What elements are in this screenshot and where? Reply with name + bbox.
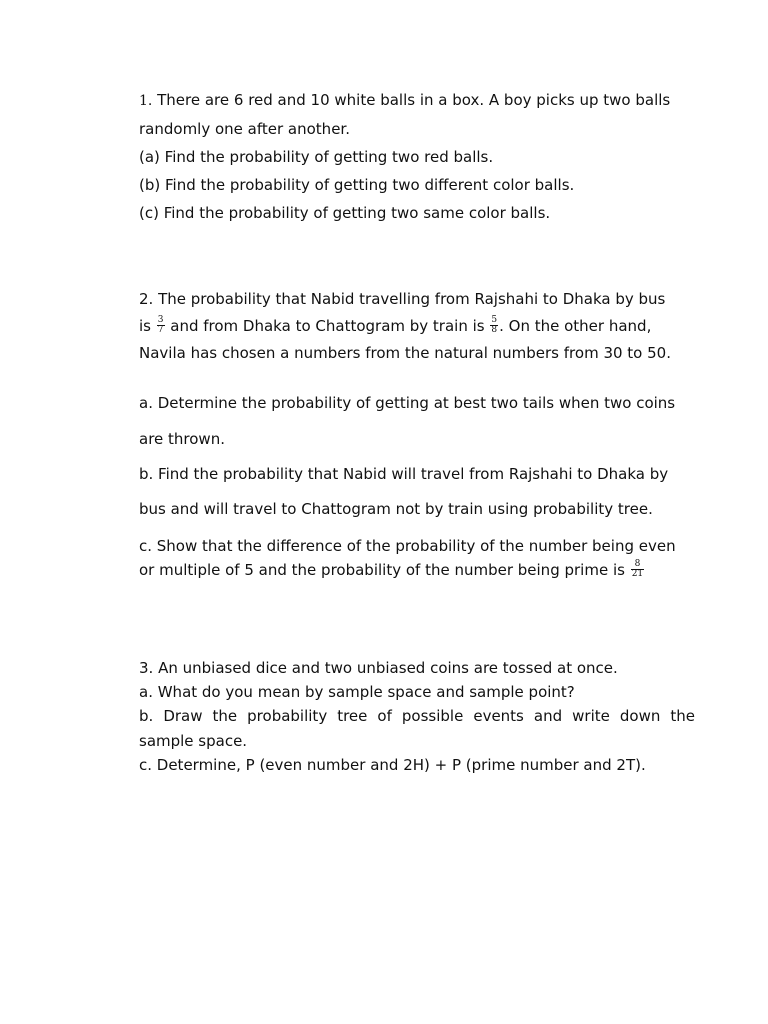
q2-fraction-answer-denominator: 21 (631, 569, 644, 579)
q1-line-2: randomly one after another. (139, 120, 350, 138)
q3-line-1: 3. An unbiased dice and two unbiased coins are tossed at once. (139, 659, 618, 677)
q1-line-1 (139, 90, 695, 111)
q2-fraction-bus-numerator: 3 (157, 315, 164, 325)
q2-line-2-mid: and from Dhaka to Chattogram by train is (165, 317, 490, 335)
q2-line-3: Navila has chosen a numbers from the natural numbers from 30 to 50. (139, 344, 671, 362)
q2-fraction-train-denominator: 8 (491, 325, 498, 335)
q1-part-a: (a) Find the probability of getting two red balls. (139, 148, 494, 166)
q2-fraction-train (490, 316, 498, 335)
q2-line-2 (139, 316, 695, 336)
q1-part-c: (c) Find the probability of getting two same color balls. (139, 204, 551, 222)
q2-part-a-line-1: a. Determine the probability of getting at best two tails when two coins (139, 394, 676, 412)
q3-part-c: c. Determine, P (even number and 2H) + P (prime number and 2T). (139, 756, 646, 774)
q1-number: 1. (139, 93, 153, 109)
q2-part-b-line-1: b. Find the probability that Nabid will travel from Rajshahi to Dhaka by (139, 465, 669, 483)
q3-part-b-line-1: b. Draw the probability tree of possible events and write down the (139, 707, 695, 725)
q2-line-2-post: . On the other hand, (499, 317, 652, 335)
q2-part-c-line-1: c. Show that the difference of the probability of the number being even (139, 537, 676, 555)
q2-fraction-answer (631, 560, 644, 579)
q2-part-c-line-2 (139, 560, 695, 580)
q2-line-1: 2. The probability that Nabid travelling from Rajshahi to Dhaka by bus (139, 290, 666, 308)
q2-part-b-line-2: bus and will travel to Chattogram not by train using probability tree. (139, 500, 653, 518)
q3-part-a: a. What do you mean by sample space and sample point? (139, 683, 575, 701)
q2-fraction-bus (157, 316, 165, 335)
q2-fraction-bus-denominator: 7 (157, 325, 164, 335)
q2-fraction-answer-numerator: 8 (634, 559, 641, 569)
q2-line-2-pre: is (139, 317, 156, 335)
q2-fraction-train-numerator: 5 (491, 315, 498, 325)
q1-part-b: (b) Find the probability of getting two different color balls. (139, 176, 575, 194)
q2-part-c-line-2-text: or multiple of 5 and the probability of the number being prime is (139, 561, 630, 579)
q3-part-b-line-2: sample space. (139, 732, 248, 750)
q2-part-a-line-2: are thrown. (139, 430, 225, 448)
q1-text-1: There are 6 red and 10 white balls in a box. A boy picks up two balls (152, 91, 671, 109)
